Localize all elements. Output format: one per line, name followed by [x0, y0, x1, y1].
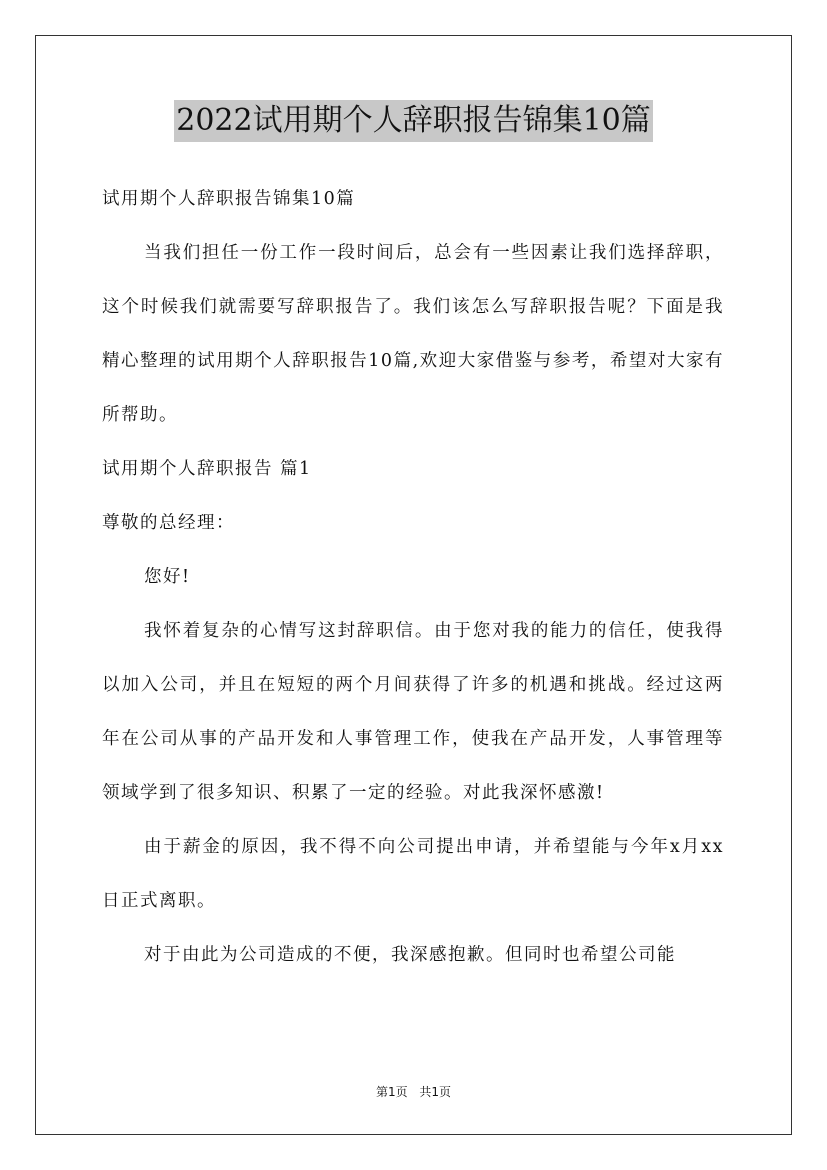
title-container [0, 100, 827, 142]
document-subtitle: 试用期个人辞职报告锦集10篇 [102, 189, 356, 209]
page-footer [0, 1083, 827, 1100]
document-title: 2022试用期个人辞职报告锦集10篇 [174, 100, 653, 142]
body-paragraph: 由于薪金的原因，我不得不向公司提出申请，并希望能与今年x月xx日正式离职。 [102, 837, 724, 911]
section-heading: 试用期个人辞职报告 篇1 [102, 459, 312, 479]
page-number: 第1页 [375, 1085, 408, 1099]
body-paragraph: 对于由此为公司造成的不便，我深感抱歉。但同时也希望公司能 [144, 945, 676, 965]
intro-paragraph: 当我们担任一份工作一段时间后，总会有一些因素让我们选择辞职，这个时候我们就需要写辞职报告了。我们该怎么写辞职报告呢？下面是我精心整理的试用期个人辞职报告10篇,欢迎大家借鉴与参考，希望对大家有所帮助。 [102, 243, 724, 425]
body-paragraph: 我怀着复杂的心情写这封辞职信。由于您对我的能力的信任，使我得以加入公司，并且在短短的两个月间获得了许多的机遇和挑战。经过这两年在公司从事的产品开发和人事管理工作，使我在产品开发，人事管理等领域学到了很多知识、积累了一定的经验。对此我深怀感激! [102, 621, 724, 803]
document-body [102, 172, 724, 982]
salutation: 尊敬的总经理： [102, 513, 235, 533]
page-total: 共1页 [419, 1085, 452, 1099]
greeting: 您好! [144, 567, 191, 587]
